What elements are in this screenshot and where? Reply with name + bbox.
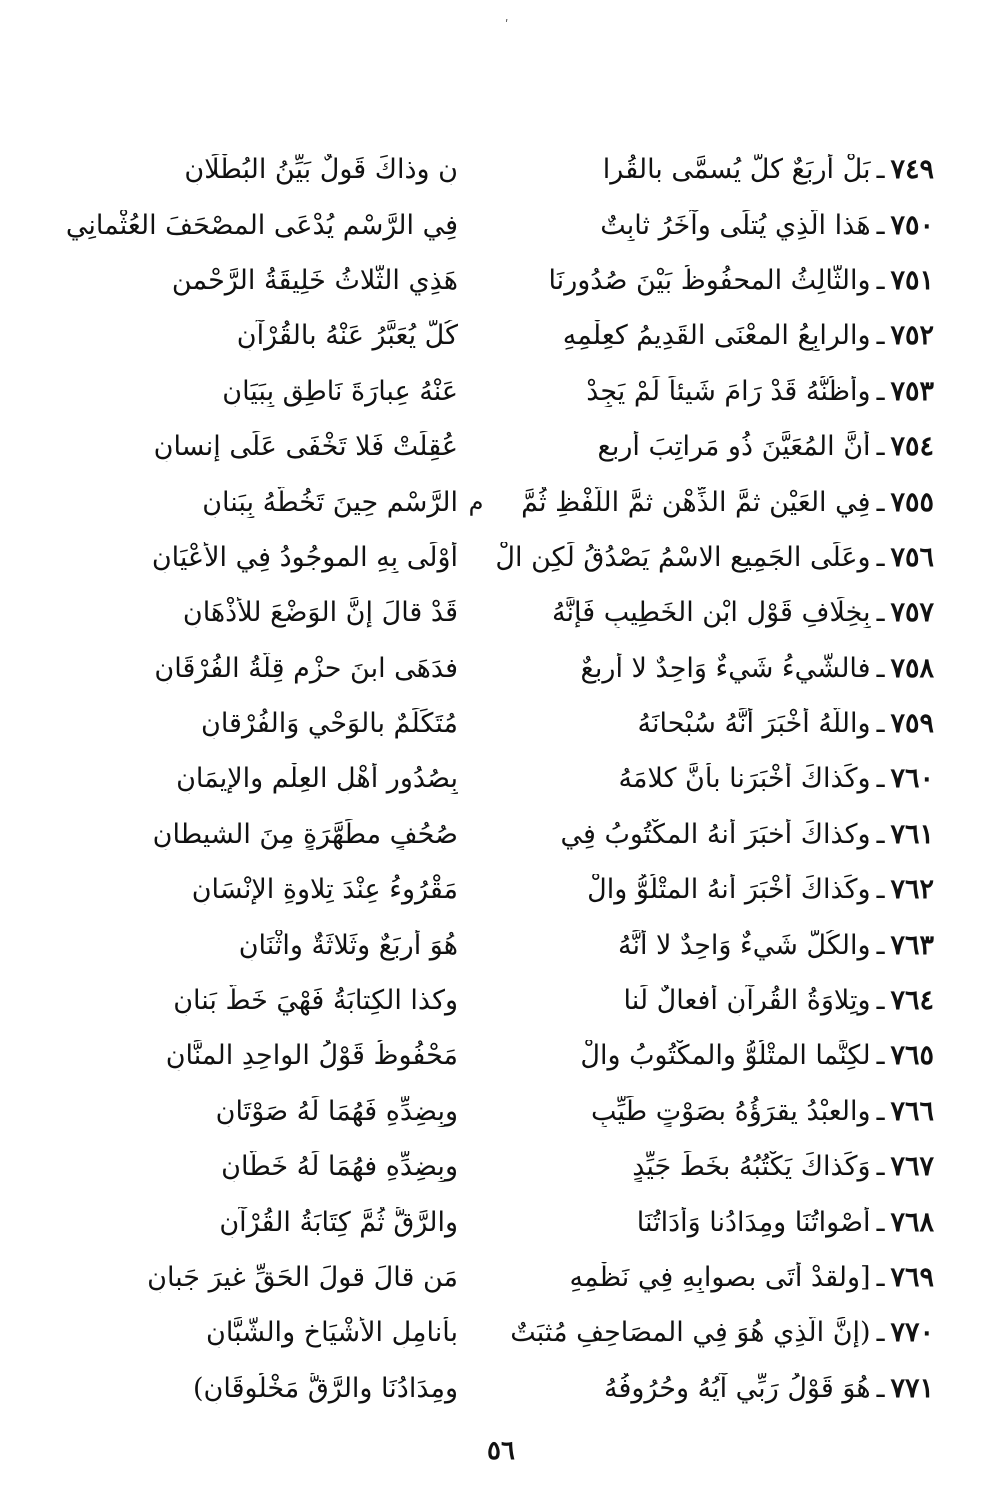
verse-dash: ـ (876, 763, 885, 795)
verse-first-hemistich (494, 1317, 934, 1348)
verse-row (28, 1084, 934, 1139)
verse-first-hemistich (494, 1373, 934, 1404)
verse-row (28, 807, 934, 862)
verse-dash: ـ (876, 431, 885, 463)
verse-first-hemistich (494, 1151, 934, 1182)
verse-second-hemistich: مَن قالَ قولَ الحَقِّ غيرَ جَبانِ (147, 1262, 458, 1293)
verse-number: ٧٦٨ (890, 1206, 934, 1238)
verse-first-hemistich (494, 376, 934, 407)
verse-dash: ـ (876, 1317, 885, 1349)
verse-dash: ـ (876, 1206, 885, 1238)
verse-number: ٧٦٥ (890, 1040, 934, 1072)
verse-dash: ـ (876, 209, 885, 241)
verse-first-hemistich (494, 265, 934, 296)
verse-first-text: وأظُنُّهُ قَدْ رَامَ شَيئاً لَمْ يَجِدْ (586, 375, 871, 407)
verse-first-hemistich (494, 653, 934, 684)
verse-row (28, 751, 934, 806)
verse-number: ٧٦٧ (890, 1151, 934, 1183)
verse-number: ٧٦٤ (890, 985, 934, 1017)
verse-row (28, 1305, 934, 1360)
verse-second-hemistich: وبِضِدِّهِ فَهُمَا لَهُ صَوْتَانِ (215, 1095, 458, 1127)
verse-number: ٧٥٦ (890, 541, 934, 573)
verse-dash: ـ (876, 1372, 885, 1404)
verse-row (28, 419, 934, 474)
verse-first-text: وكَذاكَ أخْبَرَ أنهُ المتْلُوُّ والْ (587, 874, 871, 906)
verse-number: ٧٥٢ (890, 320, 934, 352)
verse-second-hemistich: أَوْلَى بِهِ الموجُودُ فِي الأعْيَانِ (151, 541, 458, 573)
verse-first-hemistich (494, 930, 934, 961)
verse-number: ٧٦٠ (890, 763, 934, 795)
verse-number: ٧٥٨ (890, 652, 934, 684)
verse-dash: ـ (876, 486, 885, 518)
verse-number: ٧٦٩ (890, 1262, 934, 1293)
verse-row (28, 474, 934, 529)
verse-number: ٧٥١ (890, 264, 934, 296)
verse-dash: ـ (876, 708, 885, 740)
verse-first-hemistich (494, 1207, 934, 1238)
verse-number: ٧٤٩ (890, 154, 934, 186)
verse-number: ٧٦٣ (890, 929, 934, 961)
verse-row (28, 530, 934, 585)
verse-first-text: (إنَّ الَّذِي هُوَ فِي المصَاحِفِ مُثبَتٌ (510, 1317, 871, 1349)
verse-first-hemistich (494, 487, 934, 518)
verse-row (28, 308, 934, 363)
verse-first-hemistich (494, 542, 934, 573)
verse-second-hemistich: مَحْفُوظُ قَوْلُ الواحِدِ المنَّانِ (165, 1040, 458, 1072)
verse-first-hemistich (494, 1262, 934, 1293)
verse-first-text: وعَلَى الجَمِيعِ الاسْمُ يَصْدُقُ لَكِنِ الْ (495, 541, 871, 573)
verse-second-hemistich: صُحُفٍ مطَهَّرَةٍ مِنَ الشيطانِ (152, 818, 458, 850)
verse-second-hemistich: مَقْرُوءُ عِنْدَ تِلاوةِ الإنْسَانِ (191, 874, 458, 906)
verse-row (28, 917, 934, 972)
verse-dash: ـ (876, 818, 885, 850)
poem-body (28, 142, 934, 1416)
verse-second-hemistich: وبِضِدِّهِ فهُمَا لَهُ خَطَّانِ (221, 1151, 458, 1183)
verse-second-hemistich: كُلٌّ يُعَبَّرُ عَنْهُ بالقُرْآنِ (236, 320, 458, 352)
verse-second-hemistich: نِ وذاكَ قَولٌ بَيِّنُ البُطْلَانِ (184, 154, 458, 186)
verse-dash: ـ (876, 985, 885, 1017)
verse-row (28, 973, 934, 1028)
verse-row (28, 1139, 934, 1194)
verse-first-hemistich (494, 985, 934, 1016)
verse-first-text: أنَّ المُعَيَّنَ ذُو مَراتِبَ أربعٍ (597, 431, 871, 463)
verse-first-text: والكُلُّ شَيءٌ وَاحِدٌ لا أنَّهُ (617, 929, 871, 961)
verse-second-hemistich: عَنْهُ عِبارَةَ نَاطِقٍ بِبَيَانِ (222, 375, 458, 407)
verse-second-hemistich: ومِدَادُنَا والرَّقُّ مَخْلُوقَانِ) (193, 1372, 458, 1404)
verse-dash: ـ (876, 154, 885, 186)
verse-second-hemistich: هُوَ أربَعٌ وثَلاثَةٌ واثْنَانِ (238, 929, 458, 961)
verse-first-hemistich (494, 819, 934, 850)
verse-first-hemistich (494, 320, 934, 351)
verse-row (28, 197, 934, 252)
verse-second-hemistich: هَذِي الثَّلاثُ خَلِيقَةُ الرَّحْمنِ (171, 264, 458, 296)
page-number: ٥٦ (487, 1436, 515, 1466)
verse-row (28, 696, 934, 751)
verse-dash: ـ (876, 541, 885, 573)
verse-number: ٧٦١ (890, 818, 934, 850)
verse-first-hemistich (494, 210, 934, 241)
verse-first-hemistich (494, 874, 934, 905)
verse-first-text: بَلْ أربَعٌ كلٌّ يُسمَّى بالقُرا (602, 154, 871, 186)
verse-number: ٧٥٤ (890, 431, 934, 463)
verse-second-hemistich: قَدْ قالَ إنَّ الوَضْعَ للأذْهَانِ (182, 597, 458, 629)
verse-first-text: وكذاكَ أخبَرَ أنهُ المكْتُوبُ فِي (560, 818, 871, 850)
verse-second-hemistich: بأنامِلِ الأشْيَاخِ والشُّبَّانِ (206, 1317, 458, 1349)
verse-first-hemistich (494, 1096, 934, 1127)
verse-second-hemistich: مُتَكَلِّمٌ بالوَحْيِ وَالفُرْقانِ (201, 708, 458, 740)
verse-first-hemistich (494, 597, 934, 628)
verse-first-text: أصْواتُنَا ومِدَادُنا وَأدَاتُنَا (636, 1206, 871, 1238)
verse-row (28, 1250, 934, 1305)
verse-dash: ـ (876, 375, 885, 407)
verse-second-hemistich: فدَهَى ابنَ حزْمٍ قِلَّةُ الفُرْقَانِ (154, 652, 458, 684)
verse-first-text: وكَذاكَ أخْبَرَنا بأنَّ كلامَهُ (618, 763, 871, 795)
verse-dash: ـ (876, 929, 885, 961)
verse-row (28, 1028, 934, 1083)
verse-first-text: فالشَّيءُ شَيءٌ وَاحِدٌ لا أربعٌ (580, 652, 871, 684)
verse-row (28, 142, 934, 197)
top-mark: ʹ (505, 18, 509, 32)
verse-first-text: وتِلاوَةُ القُرآنِ أفعالٌ لَنا (623, 985, 871, 1017)
verse-second-hemistich: عُقِلَتْ فَلا تَخْفَى عَلَى إنسانِ (153, 431, 458, 463)
verse-first-hemistich (494, 763, 934, 794)
verse-dash: ـ (876, 652, 885, 684)
verse-second-hemistich: الرَّسْمِ حِينَ تَخُطُّهُ بِبَنانِ (202, 486, 458, 518)
verse-number: ٧٥٧ (890, 597, 934, 629)
verse-row (28, 1361, 934, 1416)
verse-second-hemistich: فِي الرَّسْمِ يُدْعَى المصْحَفَ العُثْمانِي (65, 209, 458, 241)
verse-dash: ـ (876, 1151, 885, 1183)
verse-first-text: والعبْدُ يقرَؤُهُ بصَوْتٍ طَيِّبٍ (591, 1095, 871, 1127)
verse-dash: ـ (876, 1095, 885, 1127)
verse-first-text: فِي العَيْنِ ثمَّ الذِّهْنِ ثمَّ اللَّفْظِ ثُمَّ (521, 486, 871, 518)
verse-row (28, 641, 934, 696)
verse-row (28, 862, 934, 917)
verse-dash: ـ (876, 1040, 885, 1072)
verse-first-text: [ولقدْ أتَى بصوابِهِ فِي نَظْمِهِ (569, 1262, 871, 1293)
verse-first-text: وَكَذاكَ يَكْتُبُهُ بخَطٍّ جَيِّدٍ (632, 1151, 871, 1183)
verse-dash: ـ (876, 1262, 885, 1293)
verse-first-text: بِخِلَافِ قَوْلِ ابْنِ الخَطِيبِ فَإنَّهُ (552, 597, 871, 629)
verse-row (28, 253, 934, 308)
verse-first-text: هُوَ قَوْلُ رَبِّي آيُهُ وحُرُوفُهُ (603, 1372, 871, 1404)
verse-first-text: والثَّالِثُ المحفُوظُ بَيْنَ صُدُورِنَا (548, 264, 871, 296)
verse-first-text: واللّهُ أخْبَرَ أنَّهُ سُبْحانَهُ (637, 708, 871, 740)
hemistich-separator: م (468, 488, 484, 517)
verse-number: ٧٧١ (890, 1372, 934, 1404)
verse-second-hemistich: وكذا الكِتابَةُ فَهْيَ خَطُّ بَنانِ (173, 985, 458, 1017)
verse-first-text: هَذا الَّذِي يُتلَى وآخَرُ ثابِتٌ (600, 209, 871, 241)
verse-number: ٧٦٢ (890, 874, 934, 906)
verse-dash: ـ (876, 264, 885, 296)
verse-number: ٧٥٥ (890, 486, 934, 518)
verse-first-hemistich (494, 708, 934, 739)
verse-dash: ـ (876, 597, 885, 629)
verse-number: ٧٧٠ (890, 1317, 934, 1349)
verse-second-hemistich: والرَّقُّ ثُمَّ كِتَابَةُ القُرْآنِ (219, 1206, 458, 1238)
verse-first-hemistich (494, 154, 934, 185)
verse-second-hemistich: بِصُدُورِ أهْلِ العِلْمِ والإيمَانِ (176, 763, 458, 795)
verse-first-text: والرابِعُ المعْنَى القَدِيمُ كعِلْمِهِ (562, 320, 871, 352)
verse-number: ٧٥٩ (890, 708, 934, 740)
verse-row (28, 585, 934, 640)
verse-number: ٧٦٦ (890, 1095, 934, 1127)
verse-number: ٧٥٣ (890, 375, 934, 407)
verse-first-hemistich (494, 1040, 934, 1071)
verse-first-text: لكِنَّما المتْلُوُّ والمكْتُوبُ والْ (580, 1040, 871, 1072)
verse-number: ٧٥٠ (890, 209, 934, 241)
verse-first-hemistich (494, 431, 934, 462)
verse-row (28, 364, 934, 419)
verse-dash: ـ (876, 874, 885, 906)
verse-dash: ـ (876, 320, 885, 352)
verse-row (28, 1194, 934, 1249)
